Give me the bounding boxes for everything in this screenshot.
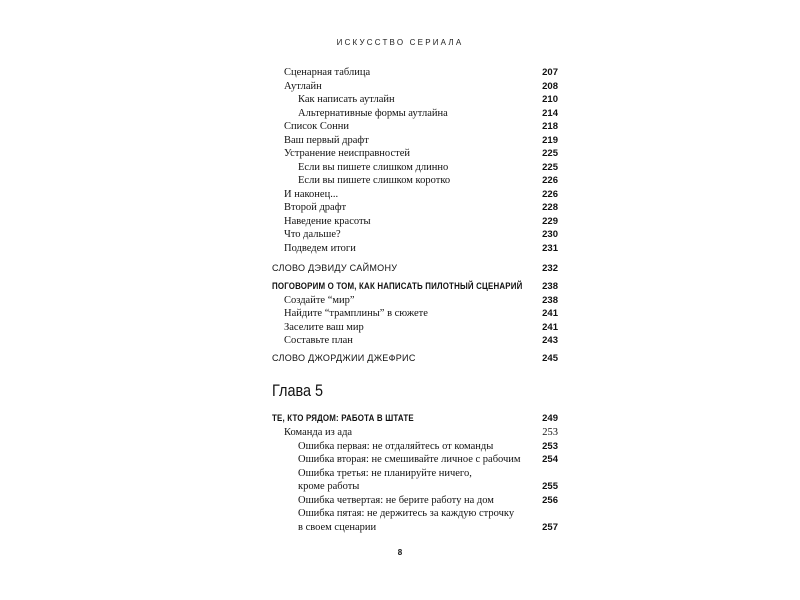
toc-entry-page: 219	[542, 134, 558, 146]
toc-entry	[272, 426, 558, 439]
toc-entry-title: Как написать аутлайн	[298, 94, 395, 105]
toc-entry-title: Аутлайн	[284, 80, 322, 92]
toc-entry	[272, 321, 558, 334]
toc-entry	[272, 262, 558, 275]
table-of-contents	[272, 0, 558, 600]
toc-entry	[272, 507, 558, 520]
toc-entry-title: Ваш первый драфт	[284, 134, 369, 146]
toc-entry-page: 218	[542, 121, 558, 132]
toc-entry-page: 253	[542, 440, 558, 452]
toc-entry	[272, 412, 558, 425]
toc-entry-page: 226	[542, 188, 558, 200]
toc-entry-page: 228	[542, 202, 558, 213]
toc-entry	[272, 215, 558, 228]
toc-entry-title: Ошибка третья: не планируйте ничего,	[298, 467, 472, 479]
toc-entry-title: Устранение неисправностей	[284, 148, 410, 159]
toc-entry	[272, 480, 558, 493]
toc-entry-title: Составьте план	[284, 335, 353, 346]
toc-entry-title: Заселите ваш мир	[284, 321, 364, 333]
toc-entry-page: 210	[542, 94, 558, 105]
toc-entry-page: 232	[542, 263, 558, 274]
toc-entry-page: 256	[542, 494, 558, 506]
page-number: 8	[397, 548, 403, 557]
toc-entry-title: Ошибка четвертая: не берите работу на дом	[298, 494, 494, 506]
toc-entry	[272, 294, 558, 307]
toc-entry-title: ПОГОВОРИМ О ТОМ, КАК НАПИСАТЬ ПИЛОТНЫЙ СЦЕНАРИЙ	[272, 281, 523, 291]
toc-entry	[272, 66, 558, 79]
toc-entry	[272, 174, 558, 187]
toc-entry	[272, 467, 558, 480]
toc-entry-title: Создайте “мир”	[284, 294, 355, 306]
toc-entry-page: 231	[542, 242, 558, 254]
toc-entry-page: 243	[542, 335, 558, 346]
toc-entry-title: в своем сценарии	[298, 521, 377, 533]
toc-entry-title: Если вы пишете слишком длинно	[298, 161, 449, 173]
toc-entry-page: 249	[542, 413, 558, 424]
toc-entry-title: СЛОВО ДЭВИДУ САЙМОНУ	[272, 263, 398, 274]
toc-entry-page: 225	[542, 148, 558, 159]
toc-entry-title: Список Сонни	[284, 121, 349, 132]
toc-entry	[272, 242, 558, 255]
toc-entry	[272, 93, 558, 106]
toc-entry	[272, 440, 558, 453]
toc-entry-title: Ошибка пятая: не держитесь за каждую строчку	[298, 508, 515, 519]
toc-entry-page: 245	[542, 353, 558, 364]
toc-entry-title: Команда из ада	[284, 427, 353, 438]
toc-entry-page: 207	[542, 67, 558, 78]
toc-entry	[272, 107, 558, 120]
toc-entry-page: 225	[542, 161, 558, 173]
running-head: ИСКУССТВО СЕРИАЛА	[336, 38, 464, 47]
toc-entry	[272, 334, 558, 347]
toc-entry-title: Альтернативные формы аутлайна	[298, 107, 448, 119]
toc-entry-title: Ошибка первая: не отдаляйтесь от команды	[298, 440, 494, 452]
toc-entry	[272, 494, 558, 507]
toc-entry	[272, 147, 558, 160]
toc-entry-title: кроме работы	[298, 481, 360, 492]
toc-entry	[272, 134, 558, 147]
toc-entry-title: Ошибка вторая: не смешивайте личное с рабочим	[298, 454, 521, 465]
chapter-title: Глава 5	[272, 381, 324, 400]
toc-entry-title: Наведение красоты	[284, 215, 371, 227]
toc-entry-title: Второй драфт	[284, 202, 347, 213]
toc-entry-page: 254	[542, 454, 558, 465]
toc-entry-page: 241	[542, 308, 558, 319]
toc-entry	[272, 352, 558, 365]
toc-entry	[272, 80, 558, 93]
toc-entry-title: Подведем итоги	[284, 242, 356, 254]
toc-entry-page: 253	[542, 427, 558, 438]
toc-entry	[272, 280, 558, 293]
toc-entry-page: 238	[542, 294, 558, 306]
toc-entry-title: СЛОВО ДЖОРДЖИИ ДЖЕФРИС	[272, 353, 416, 364]
toc-entry	[272, 188, 558, 201]
toc-entry-title: ТЕ, КТО РЯДОМ: РАБОТА В ШТАТЕ	[272, 413, 414, 423]
toc-entry-page: 230	[542, 229, 558, 240]
toc-entry-page: 257	[542, 521, 558, 533]
toc-entry	[272, 307, 558, 320]
toc-entry-page: 238	[542, 281, 558, 292]
toc-entry-page: 214	[542, 107, 558, 119]
toc-entry-page: 229	[542, 215, 558, 227]
toc-entry-title: Если вы пишете слишком коротко	[298, 175, 451, 186]
toc-entry	[272, 161, 558, 174]
toc-entry-page: 226	[542, 175, 558, 186]
toc-entry	[272, 120, 558, 133]
toc-entry-page: 241	[542, 321, 558, 333]
toc-entry-title: Найдите “трамплины” в сюжете	[284, 308, 428, 319]
toc-entry-title: И наконец...	[284, 188, 339, 200]
toc-entry-title: Сценарная таблица	[284, 67, 371, 78]
toc-entry	[272, 453, 558, 466]
toc-entry-page: 208	[542, 80, 558, 92]
toc-entry	[272, 201, 558, 214]
toc-entry	[272, 521, 558, 534]
toc-entry-title: Что дальше?	[284, 229, 341, 240]
toc-entry-page: 255	[542, 481, 558, 492]
toc-entry	[272, 228, 558, 241]
